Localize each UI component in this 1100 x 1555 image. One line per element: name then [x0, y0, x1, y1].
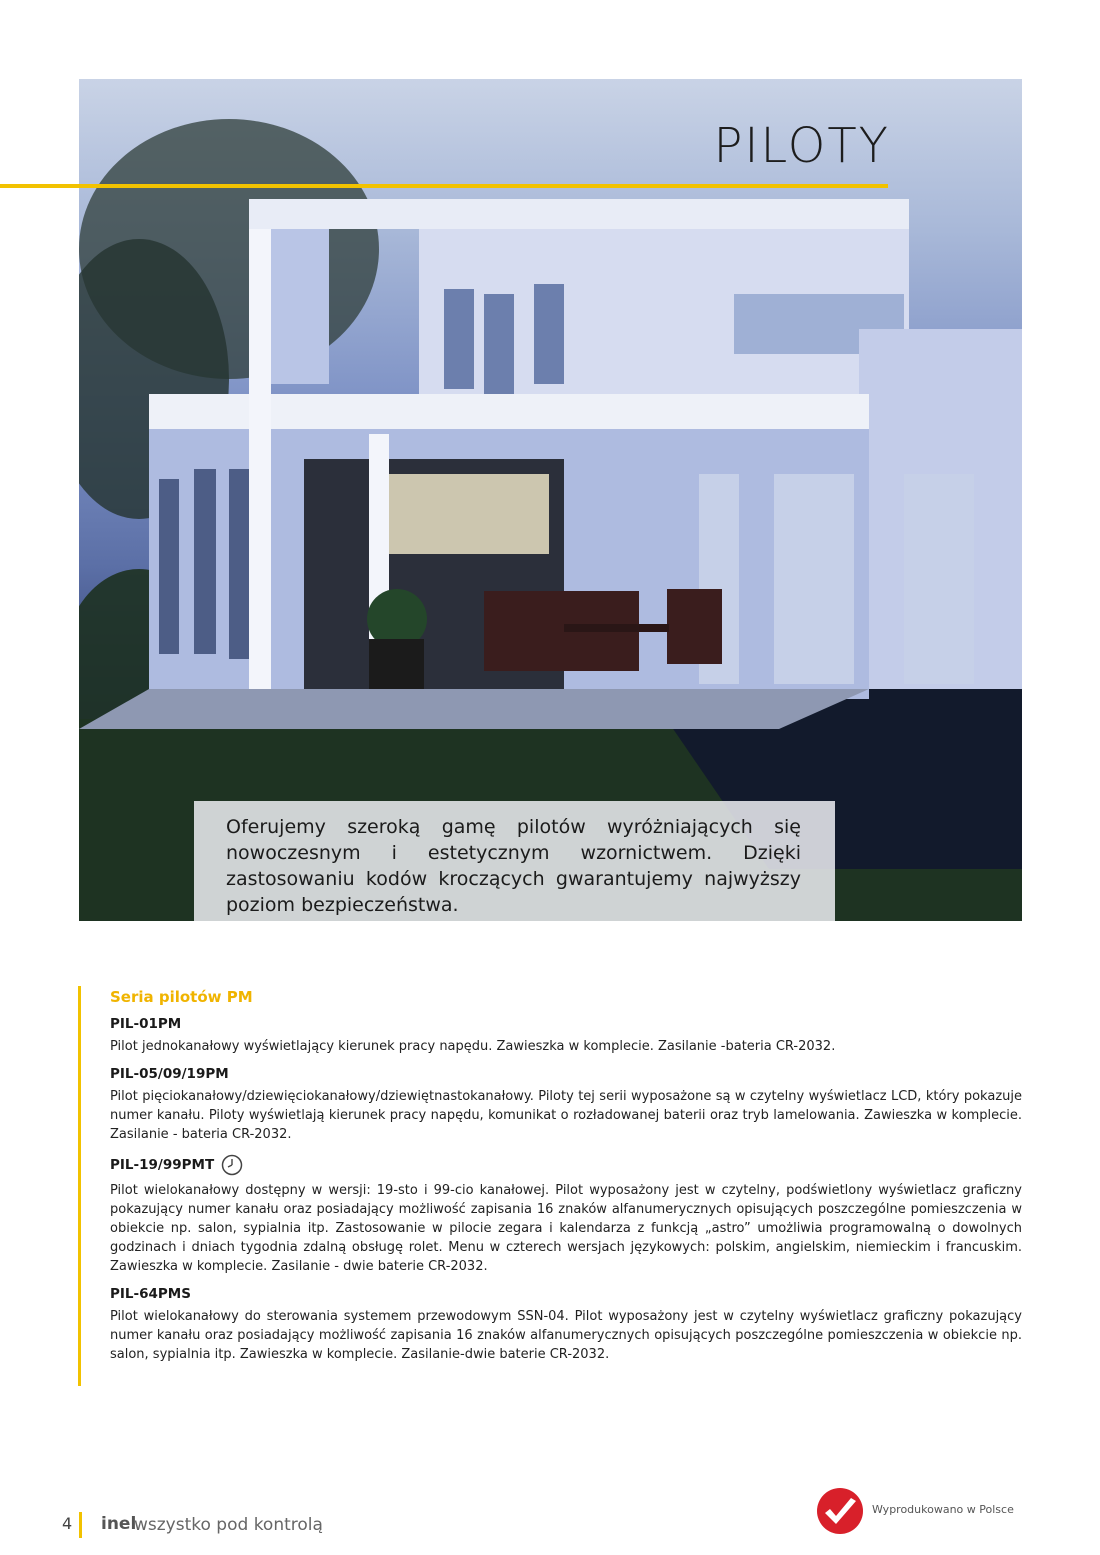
- product-model: PIL-19/99PMT: [110, 1157, 215, 1173]
- intro-box: [194, 801, 835, 921]
- product-item: [110, 1154, 1022, 1276]
- hero-image: [79, 79, 1022, 921]
- product-item: [110, 1286, 1022, 1364]
- brand-tagline: wszystko pod kontrolą: [134, 1515, 323, 1535]
- product-description: Pilot wielokanałowy do sterowania systemem przewodowym SSN-04. Pilot wyposażony jest w czytelny wyświetlacz graficzny pokazujący numer kanału oraz posiadający możliwość zapisania 16 znaków alfanumerycznych opisujących poszczególne pomieszczenia w obiekcie np. salon, sypialnia itp. Zawieszka w komplecie. Zasilanie-dwie baterie CR-2032.: [110, 1309, 1022, 1362]
- footer-accent-bar: [79, 1512, 82, 1538]
- product-model: PIL-01PM: [110, 1016, 182, 1032]
- product-description: Pilot pięciokanałowy/dziewięciokanałowy/dziewiętnastokanałowy. Piloty tej serii wyposażone są w czytelny wyświetlacz LCD, który pokazuje numer kanału. Piloty wyświetlają kierunek pracy napędu, komunikat o rozładowanej baterii oraz tryb lamelowania. Zawieszka w komplecie. Zasilanie - bateria CR-2032.: [110, 1089, 1022, 1142]
- product-description: Pilot jednokanałowy wyświetlający kierunek pracy napędu. Zawieszka w komplecie. Zasilanie -bateria CR-2032.: [110, 1039, 836, 1054]
- made-in-poland-label: Wyprodukowano w Polsce: [872, 1503, 1014, 1516]
- section-title: Seria pilotów PM: [110, 988, 253, 1006]
- product-model: PIL-64PMS: [110, 1286, 191, 1302]
- product-description: Pilot wielokanałowy dostępny w wersji: 19-sto i 99-cio kanałowej. Pilot wyposażony jest w czytelny, podświetlony wyświetlacz graficzny pokazujący numer kanału oraz posiadający możliwość zapisania 16 znaków alfanumerycznych opisujących poszczególne pomieszczenia w obiekcie np. salon, sypialnia itp. Zastosowanie w pilocie zegara i kalendarza z funkcją „astro” umożliwia programowalną o dowolnych godzinach i dniach tygodnia zdalną obsługę rolet. Menu w czterech wersjach językowych: polskim, angielskim, niemieckim i francuskim. Zawieszka w komplecie. Zasilanie - dwie baterie CR-2032.: [110, 1183, 1022, 1274]
- product-item: [110, 1016, 1022, 1056]
- title-accent-line: [0, 184, 888, 188]
- page-title: PILOTY: [713, 118, 890, 174]
- product-model-row: [110, 1154, 1022, 1176]
- clock-icon: [221, 1154, 243, 1176]
- product-item: [110, 1066, 1022, 1144]
- product-model: PIL-05/09/19PM: [110, 1066, 229, 1082]
- product-section: [78, 986, 1022, 1386]
- intro-text: Oferujemy szeroką gamę pilotów wyróżniających się nowoczesnym i estetycznym wzornictwem. Dzięki zastosowaniu kodów kroczących gwarantujemy najwyższy poziom bezpieczeństwa.: [226, 816, 801, 916]
- made-in-poland-icon: [816, 1487, 864, 1535]
- brand-logo-text: inel: [101, 1514, 137, 1534]
- house-illustration: [79, 79, 1022, 921]
- page-number: 4: [62, 1514, 73, 1533]
